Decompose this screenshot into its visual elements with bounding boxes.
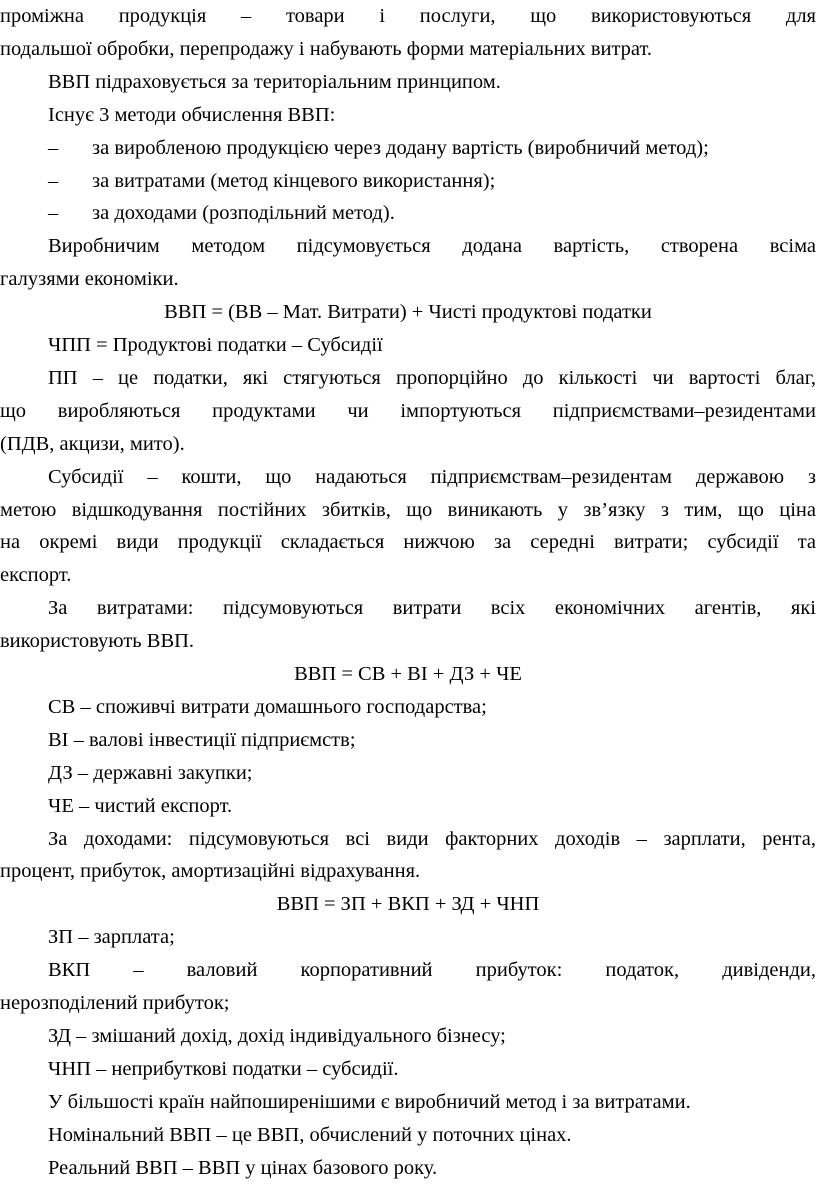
- method-list-item: [0, 196, 816, 230]
- paragraph-line: процент, прибуток, амортизаційні відрахування.: [0, 860, 421, 883]
- list-item-text: за витратами (метод кінцевого використання);: [92, 169, 496, 192]
- definition-line: СВ – споживчі витрати домашнього господарства;: [48, 695, 487, 718]
- definition-line: ЧНП – неприбуткові податки – субсидії.: [48, 1057, 399, 1080]
- paragraph-line: подальшої обробки, перепродажу і набувають форми матеріальних витрат.: [0, 37, 653, 60]
- paragraph-line: За витратами: підсумовуються витрати всіх економічних агентів, які: [48, 597, 816, 620]
- paragraph-line: Виробничим методом підсумовується додана вартість, створена всіма: [48, 235, 816, 258]
- paragraph-line: У більшості країн найпоширенішими є виробничий метод і за витратами.: [48, 1090, 691, 1113]
- paragraph-line: За доходами: підсумовуються всі види факторних доходів – зарплати, рента,: [48, 827, 816, 850]
- paragraph-line: використовують ВВП.: [0, 630, 195, 653]
- definition-line: ЗП – зарплата;: [48, 926, 175, 949]
- paragraph-line: що виробляються продуктами чи імпортуються підприємствами–резидентами: [0, 399, 816, 422]
- definition-line: ВІ – валові інвестиції підприємств;: [48, 728, 356, 751]
- method-list-item: [0, 131, 816, 165]
- paragraph-line: на окремі види продукції складається нижчою за середні витрати; субсидії та: [0, 531, 816, 554]
- list-dash: –: [48, 136, 59, 159]
- definition-line: нерозподілений прибуток;: [0, 992, 230, 1014]
- paragraph-line: (ПДВ, акцизи, мито).: [0, 432, 185, 455]
- definition-line: ДЗ – державні закупки;: [48, 761, 253, 784]
- definition-line: Номінальний ВВП – це ВВП, обчислений у поточних цінах.: [48, 1123, 572, 1146]
- list-item-text: за виробленою продукцією через додану вартість (виробничий метод);: [92, 136, 709, 159]
- list-item-text: за доходами (розподільний метод).: [92, 202, 395, 225]
- paragraph-line: Існує 3 методи обчислення ВВП:: [48, 103, 336, 126]
- formula: ВВП = СВ + ВІ + ДЗ + ЧЕ: [294, 663, 522, 685]
- formula: ВВП = (ВВ – Мат. Витрати) + Чисті продуктові податки: [164, 301, 652, 324]
- method-list-item: [0, 164, 816, 198]
- paragraph-line: галузями економіки.: [0, 268, 179, 291]
- list-dash: –: [48, 169, 59, 192]
- definition-line: ЗД – змішаний дохід, дохід індивідуального бізнесу;: [48, 1024, 506, 1047]
- paragraph-line: ПП – це податки, які стягуються пропорційно до кількості чи вартості благ,: [48, 366, 816, 389]
- paragraph-line: ВВП підраховується за територіальним принципом.: [48, 70, 501, 93]
- definition-line: ЧЕ – чистий експорт.: [48, 794, 233, 817]
- list-dash: –: [48, 202, 59, 225]
- paragraph-line: експорт.: [0, 564, 72, 587]
- paragraph-line: Субсидії – кошти, що надаються підприємствам–резидентам державою з: [48, 465, 816, 488]
- paragraph-line: проміжна продукція – товари і послуги, що використовуються для: [0, 5, 816, 27]
- formula: ВВП = ЗП + ВКП + ЗД + ЧНП: [276, 893, 540, 916]
- formula-line: ЧПП = Продуктові податки – Субсидії: [48, 334, 383, 356]
- paragraph-line: метою відшкодування постійних збитків, що виникають у зв’язку з тим, що ціна: [0, 498, 816, 521]
- definition-line: ВКП – валовий корпоративний прибуток: податок, дивіденди,: [48, 959, 816, 982]
- definition-line: Реальний ВВП – ВВП у цінах базового року.: [48, 1156, 438, 1179]
